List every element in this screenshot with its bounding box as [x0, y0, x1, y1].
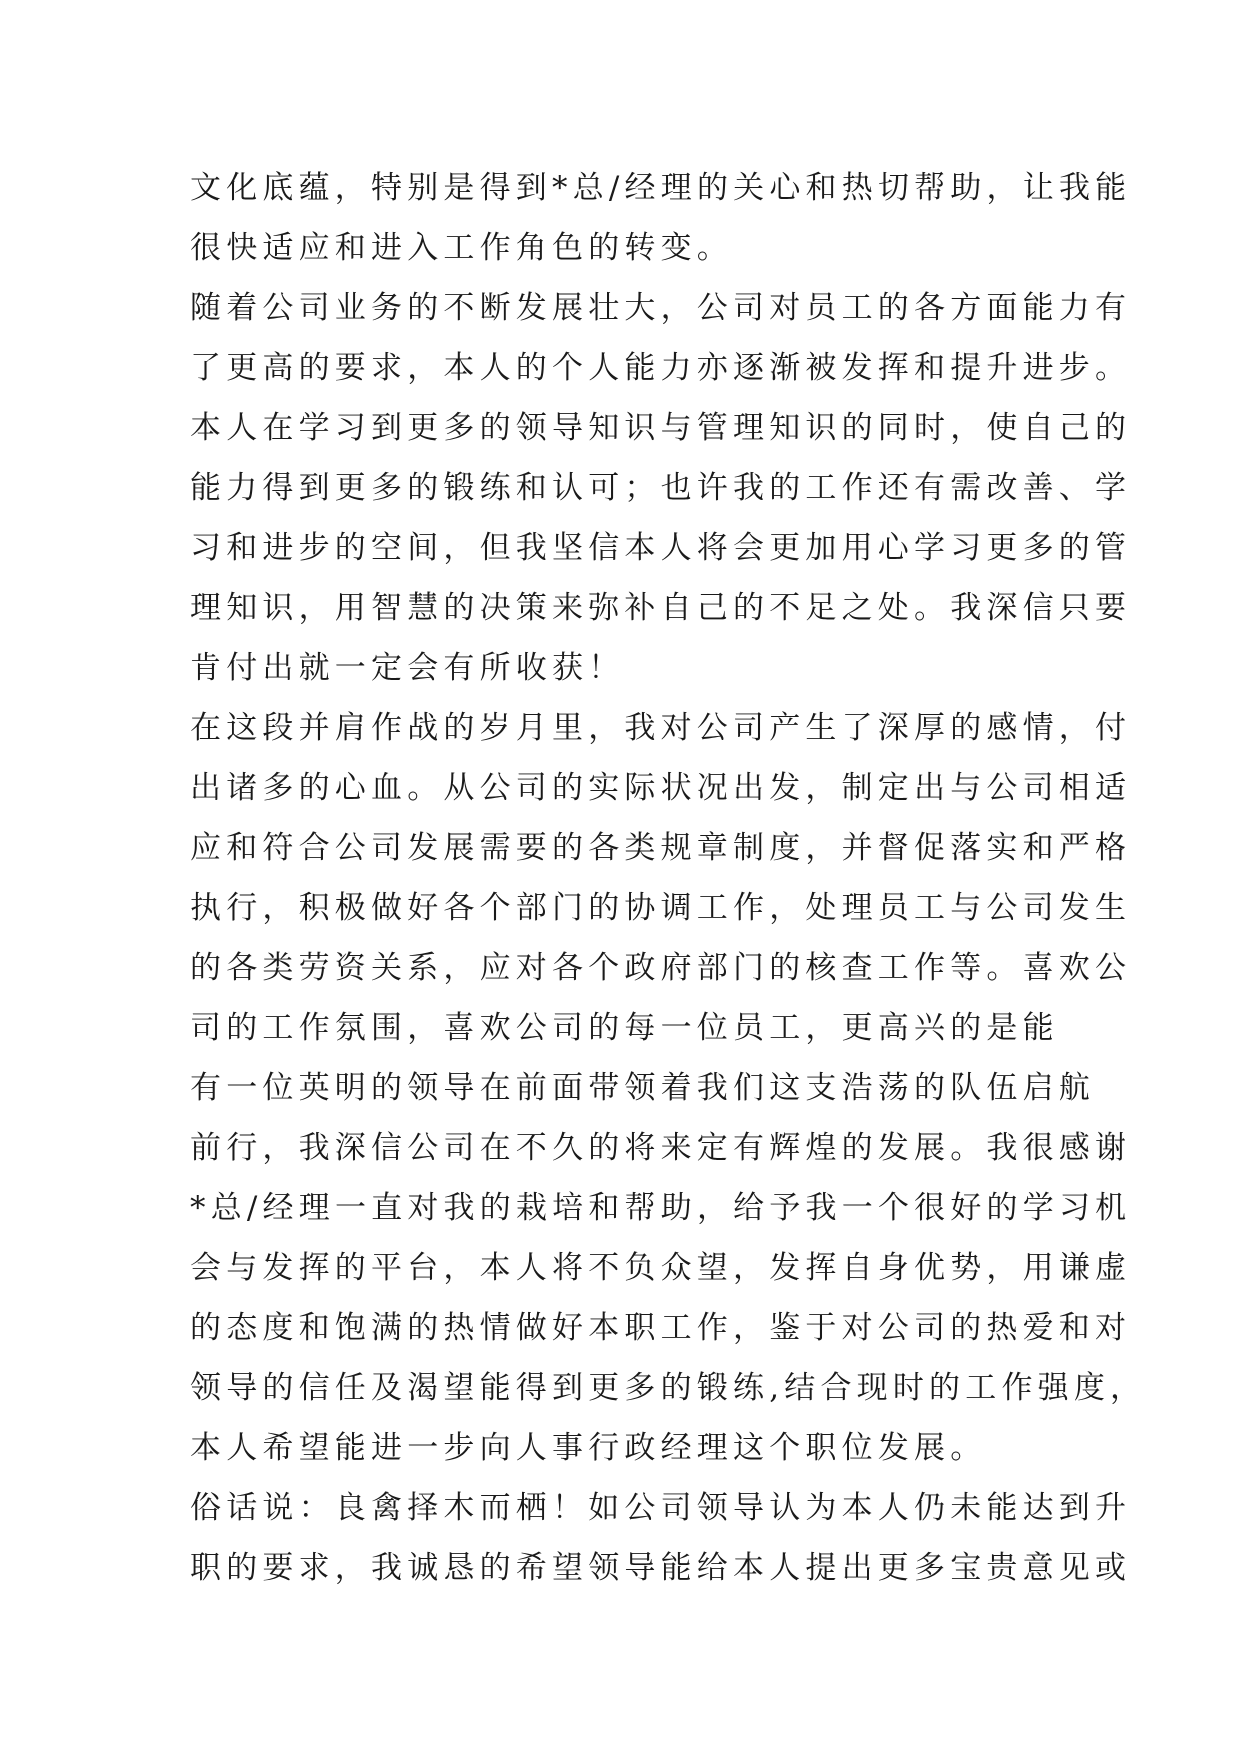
text-line: 的各类劳资关系，应对各个政府部门的核查工作等。喜欢公 [190, 950, 1132, 986]
text-line: 很快适应和进入工作角色的转变。 [190, 230, 733, 266]
text-line: 本人希望能进一步向人事行政经理这个职位发展。 [190, 1430, 987, 1466]
text-line: 前行，我深信公司在不久的将来定有辉煌的发展。我很感谢 [190, 1130, 1132, 1166]
text-line: 会与发挥的平台，本人将不负众望，发挥自身优势，用谦虚 [190, 1250, 1132, 1286]
text-line: 应和符合公司发展需要的各类规章制度，并督促落实和严格 [190, 830, 1132, 866]
text-line: 有一位英明的领导在前面带领着我们这支浩荡的队伍启航 [190, 1070, 1095, 1106]
text-line: 领导的信任及渴望能得到更多的锻练,结合现时的工作强度， [190, 1370, 1147, 1406]
text-line: 在这段并肩作战的岁月里，我对公司产生了深厚的感情，付 [190, 710, 1132, 746]
document-body [190, 158, 1147, 1598]
text-line: 肯付出就一定会有所收获！ [190, 650, 625, 686]
text-line: 出诸多的心血。从公司的实际状况出发，制定出与公司相适 [190, 770, 1132, 806]
text-line: 了更高的要求，本人的个人能力亦逐渐被发挥和提升进步。 [190, 350, 1132, 386]
text-line: 司的工作氛围，喜欢公司的每一位员工，更高兴的是能 [190, 1010, 1059, 1046]
text-line: *总/经理一直对我的栽培和帮助，给予我一个很好的学习机 [190, 1190, 1132, 1226]
text-line: 文化底蕴，特别是得到*总/经理的关心和热切帮助，让我能 [190, 170, 1132, 206]
text-line: 俗话说：良禽择木而栖！如公司领导认为本人仍未能达到升 [190, 1490, 1132, 1526]
text-line: 能力得到更多的锻练和认可；也许我的工作还有需改善、学 [190, 470, 1132, 506]
text-line: 随着公司业务的不断发展壮大，公司对员工的各方面能力有 [190, 290, 1132, 326]
text-line: 职的要求，我诚恳的希望领导能给本人提出更多宝贵意见或 [190, 1550, 1132, 1586]
text-line: 本人在学习到更多的领导知识与管理知识的同时，使自己的 [190, 410, 1132, 446]
text-line: 的态度和饱满的热情做好本职工作，鉴于对公司的热爱和对 [190, 1310, 1132, 1346]
text-line: 习和进步的空间，但我坚信本人将会更加用心学习更多的管 [190, 530, 1132, 566]
text-line: 执行，积极做好各个部门的协调工作，处理员工与公司发生 [190, 890, 1132, 926]
text-line: 理知识，用智慧的决策来弥补自己的不足之处。我深信只要 [190, 590, 1132, 626]
